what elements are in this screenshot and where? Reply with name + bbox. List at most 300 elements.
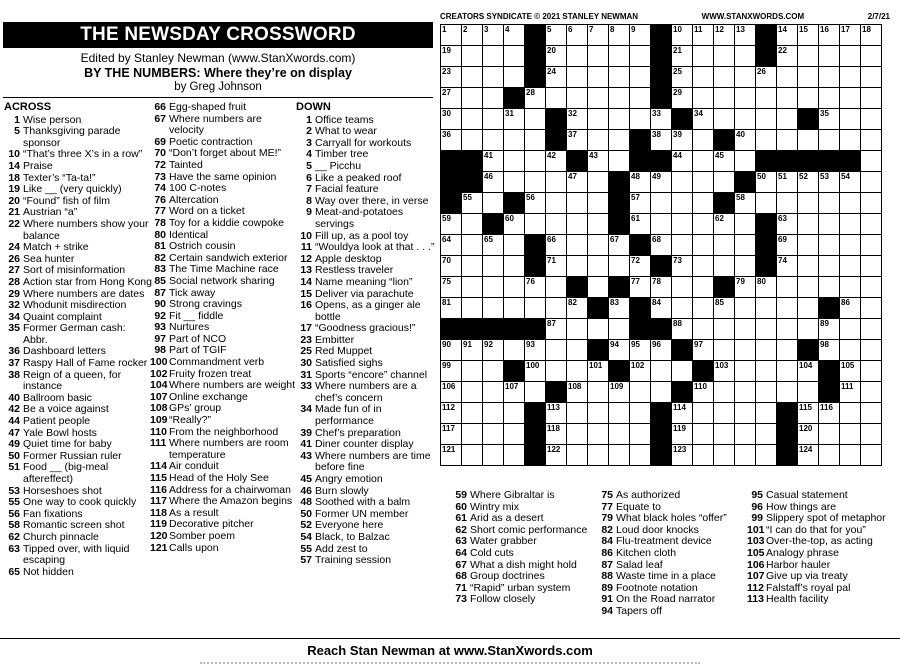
grid-cell[interactable] <box>441 361 462 382</box>
grid-cell[interactable] <box>483 109 504 130</box>
grid-cell[interactable] <box>462 277 483 298</box>
grid-cell[interactable] <box>693 67 714 88</box>
grid-cell[interactable] <box>756 67 777 88</box>
grid-cell[interactable] <box>861 424 882 445</box>
grid-cell[interactable] <box>735 403 756 424</box>
grid-cell[interactable] <box>777 319 798 340</box>
grid-cell[interactable] <box>798 277 819 298</box>
grid-cell[interactable] <box>672 319 693 340</box>
grid-cell[interactable] <box>630 25 651 46</box>
grid-cell[interactable] <box>462 67 483 88</box>
clue-item[interactable] <box>296 207 438 230</box>
grid-cell[interactable] <box>735 277 756 298</box>
grid-cell[interactable] <box>441 235 462 256</box>
grid-cell[interactable] <box>546 214 567 235</box>
clue-item[interactable] <box>150 276 298 288</box>
grid-cell[interactable] <box>651 172 672 193</box>
grid-cell[interactable] <box>588 151 609 172</box>
grid-cell[interactable] <box>756 172 777 193</box>
grid-cell[interactable] <box>525 214 546 235</box>
clue-item[interactable] <box>296 184 438 196</box>
grid-cell[interactable] <box>861 172 882 193</box>
grid-cell[interactable] <box>840 193 861 214</box>
grid-cell[interactable] <box>567 256 588 277</box>
grid-cell[interactable] <box>483 382 504 403</box>
grid-cell[interactable] <box>756 130 777 151</box>
grid-cell[interactable] <box>756 88 777 109</box>
grid-cell[interactable] <box>861 256 882 277</box>
grid-cell[interactable] <box>819 193 840 214</box>
grid-cell[interactable] <box>840 445 861 466</box>
grid-cell[interactable] <box>441 25 462 46</box>
clue-item[interactable] <box>747 571 897 583</box>
clue-item[interactable] <box>4 567 152 579</box>
grid-cell[interactable] <box>840 130 861 151</box>
grid-cell[interactable] <box>756 109 777 130</box>
grid-cell[interactable] <box>777 382 798 403</box>
grid-cell[interactable] <box>693 298 714 319</box>
grid-cell[interactable] <box>735 25 756 46</box>
grid-cell[interactable] <box>672 130 693 151</box>
grid-cell[interactable] <box>525 361 546 382</box>
grid-cell[interactable] <box>735 88 756 109</box>
grid-cell[interactable] <box>504 403 525 424</box>
grid-cell[interactable] <box>798 25 819 46</box>
grid-cell[interactable] <box>462 424 483 445</box>
grid-cell[interactable] <box>756 319 777 340</box>
clue-item[interactable] <box>4 370 152 393</box>
grid-cell[interactable] <box>546 256 567 277</box>
grid-cell[interactable] <box>840 340 861 361</box>
grid-cell[interactable] <box>819 172 840 193</box>
grid-cell[interactable] <box>777 235 798 256</box>
grid-cell[interactable] <box>777 172 798 193</box>
grid-cell[interactable] <box>609 235 630 256</box>
grid-cell[interactable] <box>756 277 777 298</box>
grid-cell[interactable] <box>819 340 840 361</box>
grid-cell[interactable] <box>504 235 525 256</box>
clue-item[interactable] <box>150 114 298 137</box>
grid-cell[interactable] <box>567 109 588 130</box>
grid-cell[interactable] <box>609 151 630 172</box>
grid-cell[interactable] <box>630 46 651 67</box>
grid-cell[interactable] <box>777 67 798 88</box>
grid-cell[interactable] <box>840 298 861 319</box>
grid-cell[interactable] <box>525 382 546 403</box>
grid-cell[interactable] <box>567 214 588 235</box>
grid-cell[interactable] <box>756 424 777 445</box>
grid-cell[interactable] <box>714 424 735 445</box>
grid-cell[interactable] <box>651 193 672 214</box>
clue-item[interactable] <box>296 277 438 289</box>
grid-cell[interactable] <box>462 256 483 277</box>
clue-item[interactable] <box>451 490 599 502</box>
grid-cell[interactable] <box>714 340 735 361</box>
grid-cell[interactable] <box>567 46 588 67</box>
grid-cell[interactable] <box>567 193 588 214</box>
clue-item[interactable] <box>150 438 298 461</box>
grid-cell[interactable] <box>777 340 798 361</box>
grid-cell[interactable] <box>714 382 735 403</box>
grid-cell[interactable] <box>861 67 882 88</box>
clue-item[interactable] <box>747 548 897 560</box>
clue-item[interactable] <box>747 594 897 606</box>
grid-cell[interactable] <box>819 130 840 151</box>
clue-item[interactable] <box>150 543 298 555</box>
grid-cell[interactable] <box>588 109 609 130</box>
grid-cell[interactable] <box>630 67 651 88</box>
grid-cell[interactable] <box>651 298 672 319</box>
clue-item[interactable] <box>150 160 298 172</box>
grid-cell[interactable] <box>630 172 651 193</box>
grid-cell[interactable] <box>714 361 735 382</box>
grid-cell[interactable] <box>840 403 861 424</box>
grid-cell[interactable] <box>441 88 462 109</box>
grid-cell[interactable] <box>756 403 777 424</box>
grid-cell[interactable] <box>735 298 756 319</box>
grid-cell[interactable] <box>567 172 588 193</box>
grid-cell[interactable] <box>840 88 861 109</box>
grid-cell[interactable] <box>504 424 525 445</box>
grid-cell[interactable] <box>567 298 588 319</box>
grid-cell[interactable] <box>735 340 756 361</box>
grid-cell[interactable] <box>798 130 819 151</box>
grid-cell[interactable] <box>777 130 798 151</box>
grid-cell[interactable] <box>672 298 693 319</box>
grid-cell[interactable] <box>798 298 819 319</box>
grid-cell[interactable] <box>714 88 735 109</box>
grid-cell[interactable] <box>735 256 756 277</box>
clue-item[interactable] <box>4 161 152 173</box>
grid-cell[interactable] <box>840 109 861 130</box>
grid-cell[interactable] <box>798 319 819 340</box>
grid-cell[interactable] <box>777 193 798 214</box>
grid-cell[interactable] <box>693 214 714 235</box>
grid-cell[interactable] <box>609 46 630 67</box>
grid-cell[interactable] <box>630 403 651 424</box>
clue-item[interactable] <box>150 183 298 195</box>
grid-cell[interactable] <box>798 172 819 193</box>
grid-cell[interactable] <box>609 340 630 361</box>
grid-cell[interactable] <box>777 25 798 46</box>
clue-item[interactable] <box>150 415 298 427</box>
grid-cell[interactable] <box>546 235 567 256</box>
grid-cell[interactable] <box>819 445 840 466</box>
grid-cell[interactable] <box>651 277 672 298</box>
grid-cell[interactable] <box>735 193 756 214</box>
grid-cell[interactable] <box>588 277 609 298</box>
grid-cell[interactable] <box>546 319 567 340</box>
grid-cell[interactable] <box>672 46 693 67</box>
grid-cell[interactable] <box>714 151 735 172</box>
grid-cell[interactable] <box>567 445 588 466</box>
grid-cell[interactable] <box>462 382 483 403</box>
grid-cell[interactable] <box>693 25 714 46</box>
grid-cell[interactable] <box>483 424 504 445</box>
grid-cell[interactable] <box>798 46 819 67</box>
grid-cell[interactable] <box>483 256 504 277</box>
grid-cell[interactable] <box>525 130 546 151</box>
grid-cell[interactable] <box>462 361 483 382</box>
grid-cell[interactable] <box>504 25 525 46</box>
grid-cell[interactable] <box>609 130 630 151</box>
grid-cell[interactable] <box>693 256 714 277</box>
grid-cell[interactable] <box>546 361 567 382</box>
grid-cell[interactable] <box>693 130 714 151</box>
grid-cell[interactable] <box>693 46 714 67</box>
grid-cell[interactable] <box>441 130 462 151</box>
clue-item[interactable] <box>150 357 298 369</box>
grid-cell[interactable] <box>798 445 819 466</box>
grid-cell[interactable] <box>735 67 756 88</box>
grid-cell[interactable] <box>777 298 798 319</box>
clue-item[interactable] <box>597 490 747 502</box>
grid-cell[interactable] <box>609 109 630 130</box>
grid-cell[interactable] <box>735 214 756 235</box>
grid-cell[interactable] <box>672 88 693 109</box>
grid-cell[interactable] <box>819 277 840 298</box>
grid-cell[interactable] <box>462 193 483 214</box>
grid-cell[interactable] <box>861 382 882 403</box>
grid-cell[interactable] <box>735 151 756 172</box>
grid-cell[interactable] <box>609 25 630 46</box>
grid-cell[interactable] <box>714 25 735 46</box>
grid-cell[interactable] <box>714 319 735 340</box>
grid-cell[interactable] <box>567 382 588 403</box>
grid-cell[interactable] <box>735 235 756 256</box>
grid-cell[interactable] <box>630 382 651 403</box>
grid-cell[interactable] <box>462 403 483 424</box>
grid-cell[interactable] <box>546 445 567 466</box>
grid-cell[interactable] <box>777 88 798 109</box>
grid-cell[interactable] <box>546 277 567 298</box>
grid-cell[interactable] <box>819 88 840 109</box>
grid-cell[interactable] <box>840 277 861 298</box>
grid-cell[interactable] <box>651 214 672 235</box>
grid-cell[interactable] <box>630 214 651 235</box>
grid-cell[interactable] <box>861 277 882 298</box>
clue-item[interactable] <box>4 416 152 428</box>
grid-cell[interactable] <box>798 403 819 424</box>
clue-item[interactable] <box>4 323 152 346</box>
grid-cell[interactable] <box>504 151 525 172</box>
grid-cell[interactable] <box>672 151 693 172</box>
clue-item[interactable] <box>4 219 152 242</box>
grid-cell[interactable] <box>840 361 861 382</box>
grid-cell[interactable] <box>588 130 609 151</box>
grid-cell[interactable] <box>714 235 735 256</box>
grid-cell[interactable] <box>861 235 882 256</box>
grid-cell[interactable] <box>777 214 798 235</box>
grid-cell[interactable] <box>546 46 567 67</box>
clue-item[interactable] <box>150 531 298 543</box>
grid-cell[interactable] <box>609 67 630 88</box>
grid-cell[interactable] <box>588 46 609 67</box>
grid-cell[interactable] <box>861 340 882 361</box>
grid-cell[interactable] <box>588 424 609 445</box>
grid-cell[interactable] <box>525 340 546 361</box>
grid-cell[interactable] <box>693 277 714 298</box>
grid-cell[interactable] <box>672 172 693 193</box>
grid-cell[interactable] <box>441 109 462 130</box>
grid-cell[interactable] <box>840 382 861 403</box>
grid-cell[interactable] <box>693 88 714 109</box>
grid-cell[interactable] <box>483 340 504 361</box>
grid-cell[interactable] <box>693 151 714 172</box>
grid-cell[interactable] <box>819 403 840 424</box>
grid-cell[interactable] <box>861 151 882 172</box>
clue-item[interactable] <box>597 606 747 618</box>
grid-cell[interactable] <box>735 382 756 403</box>
grid-cell[interactable] <box>819 67 840 88</box>
grid-cell[interactable] <box>819 214 840 235</box>
grid-cell[interactable] <box>588 67 609 88</box>
grid-cell[interactable] <box>861 214 882 235</box>
clue-item[interactable] <box>296 474 438 486</box>
grid-cell[interactable] <box>714 403 735 424</box>
grid-cell[interactable] <box>840 256 861 277</box>
grid-cell[interactable] <box>546 88 567 109</box>
grid-cell[interactable] <box>441 382 462 403</box>
grid-cell[interactable] <box>861 46 882 67</box>
grid-cell[interactable] <box>798 88 819 109</box>
grid-cell[interactable] <box>756 445 777 466</box>
grid-cell[interactable] <box>588 25 609 46</box>
grid-cell[interactable] <box>798 424 819 445</box>
grid-cell[interactable] <box>672 25 693 46</box>
clue-item[interactable] <box>451 594 599 606</box>
grid-cell[interactable] <box>840 172 861 193</box>
clue-item[interactable] <box>296 404 438 427</box>
clue-item[interactable] <box>4 184 152 196</box>
grid-cell[interactable] <box>630 424 651 445</box>
clue-item[interactable] <box>296 161 438 173</box>
grid-cell[interactable] <box>630 445 651 466</box>
clue-item[interactable] <box>296 300 438 323</box>
grid-cell[interactable] <box>546 340 567 361</box>
clue-item[interactable] <box>4 532 152 544</box>
grid-cell[interactable] <box>714 109 735 130</box>
grid-cell[interactable] <box>861 193 882 214</box>
grid-cell[interactable] <box>462 109 483 130</box>
grid-cell[interactable] <box>504 109 525 130</box>
grid-cell[interactable] <box>798 382 819 403</box>
grid-cell[interactable] <box>567 319 588 340</box>
grid-cell[interactable] <box>483 403 504 424</box>
grid-cell[interactable] <box>525 193 546 214</box>
grid-cell[interactable] <box>588 445 609 466</box>
grid-cell[interactable] <box>798 193 819 214</box>
grid-cell[interactable] <box>525 172 546 193</box>
grid-cell[interactable] <box>672 214 693 235</box>
grid-cell[interactable] <box>840 319 861 340</box>
grid-cell[interactable] <box>630 256 651 277</box>
grid-cell[interactable] <box>504 46 525 67</box>
clue-item[interactable] <box>4 300 152 312</box>
grid-cell[interactable] <box>756 361 777 382</box>
grid-cell[interactable] <box>462 298 483 319</box>
grid-cell[interactable] <box>588 193 609 214</box>
grid-cell[interactable] <box>861 445 882 466</box>
grid-cell[interactable] <box>609 382 630 403</box>
grid-cell[interactable] <box>441 340 462 361</box>
grid-cell[interactable] <box>504 172 525 193</box>
grid-cell[interactable] <box>861 403 882 424</box>
grid-cell[interactable] <box>861 361 882 382</box>
grid-cell[interactable] <box>672 361 693 382</box>
grid-cell[interactable] <box>441 403 462 424</box>
grid-cell[interactable] <box>777 361 798 382</box>
clue-item[interactable] <box>150 218 298 230</box>
grid-cell[interactable] <box>609 319 630 340</box>
grid-cell[interactable] <box>462 130 483 151</box>
grid-cell[interactable] <box>798 235 819 256</box>
grid-cell[interactable] <box>630 277 651 298</box>
grid-cell[interactable] <box>546 424 567 445</box>
grid-cell[interactable] <box>651 382 672 403</box>
grid-cell[interactable] <box>672 277 693 298</box>
clue-item[interactable] <box>296 451 438 474</box>
grid-cell[interactable] <box>672 445 693 466</box>
grid-cell[interactable] <box>504 214 525 235</box>
clue-item[interactable] <box>4 242 152 254</box>
grid-cell[interactable] <box>693 403 714 424</box>
grid-cell[interactable] <box>525 151 546 172</box>
clue-item[interactable] <box>4 358 152 370</box>
grid-cell[interactable] <box>504 67 525 88</box>
grid-cell[interactable] <box>819 319 840 340</box>
grid-cell[interactable] <box>693 193 714 214</box>
grid-cell[interactable] <box>756 298 777 319</box>
grid-cell[interactable] <box>630 88 651 109</box>
grid-cell[interactable] <box>735 109 756 130</box>
grid-cell[interactable] <box>840 25 861 46</box>
grid-cell[interactable] <box>630 340 651 361</box>
grid-cell[interactable] <box>483 361 504 382</box>
grid-cell[interactable] <box>567 88 588 109</box>
grid-cell[interactable] <box>840 67 861 88</box>
grid-cell[interactable] <box>567 403 588 424</box>
clue-item[interactable] <box>747 490 897 502</box>
grid-cell[interactable] <box>672 67 693 88</box>
grid-cell[interactable] <box>714 298 735 319</box>
grid-cell[interactable] <box>672 424 693 445</box>
grid-cell[interactable] <box>483 46 504 67</box>
grid-cell[interactable] <box>630 109 651 130</box>
grid-cell[interactable] <box>441 298 462 319</box>
clue-item[interactable] <box>4 277 152 289</box>
grid-cell[interactable] <box>483 193 504 214</box>
grid-cell[interactable] <box>483 151 504 172</box>
grid-cell[interactable] <box>567 235 588 256</box>
grid-cell[interactable] <box>861 130 882 151</box>
grid-cell[interactable] <box>735 361 756 382</box>
grid-cell[interactable] <box>840 235 861 256</box>
grid-cell[interactable] <box>798 256 819 277</box>
grid-cell[interactable] <box>588 88 609 109</box>
grid-cell[interactable] <box>567 340 588 361</box>
grid-cell[interactable] <box>756 340 777 361</box>
clue-item[interactable] <box>296 555 438 567</box>
grid-cell[interactable] <box>462 445 483 466</box>
grid-cell[interactable] <box>756 382 777 403</box>
grid-cell[interactable] <box>651 130 672 151</box>
grid-cell[interactable] <box>798 361 819 382</box>
grid-cell[interactable] <box>693 382 714 403</box>
grid-cell[interactable] <box>735 319 756 340</box>
grid-cell[interactable] <box>462 214 483 235</box>
grid-cell[interactable] <box>483 25 504 46</box>
